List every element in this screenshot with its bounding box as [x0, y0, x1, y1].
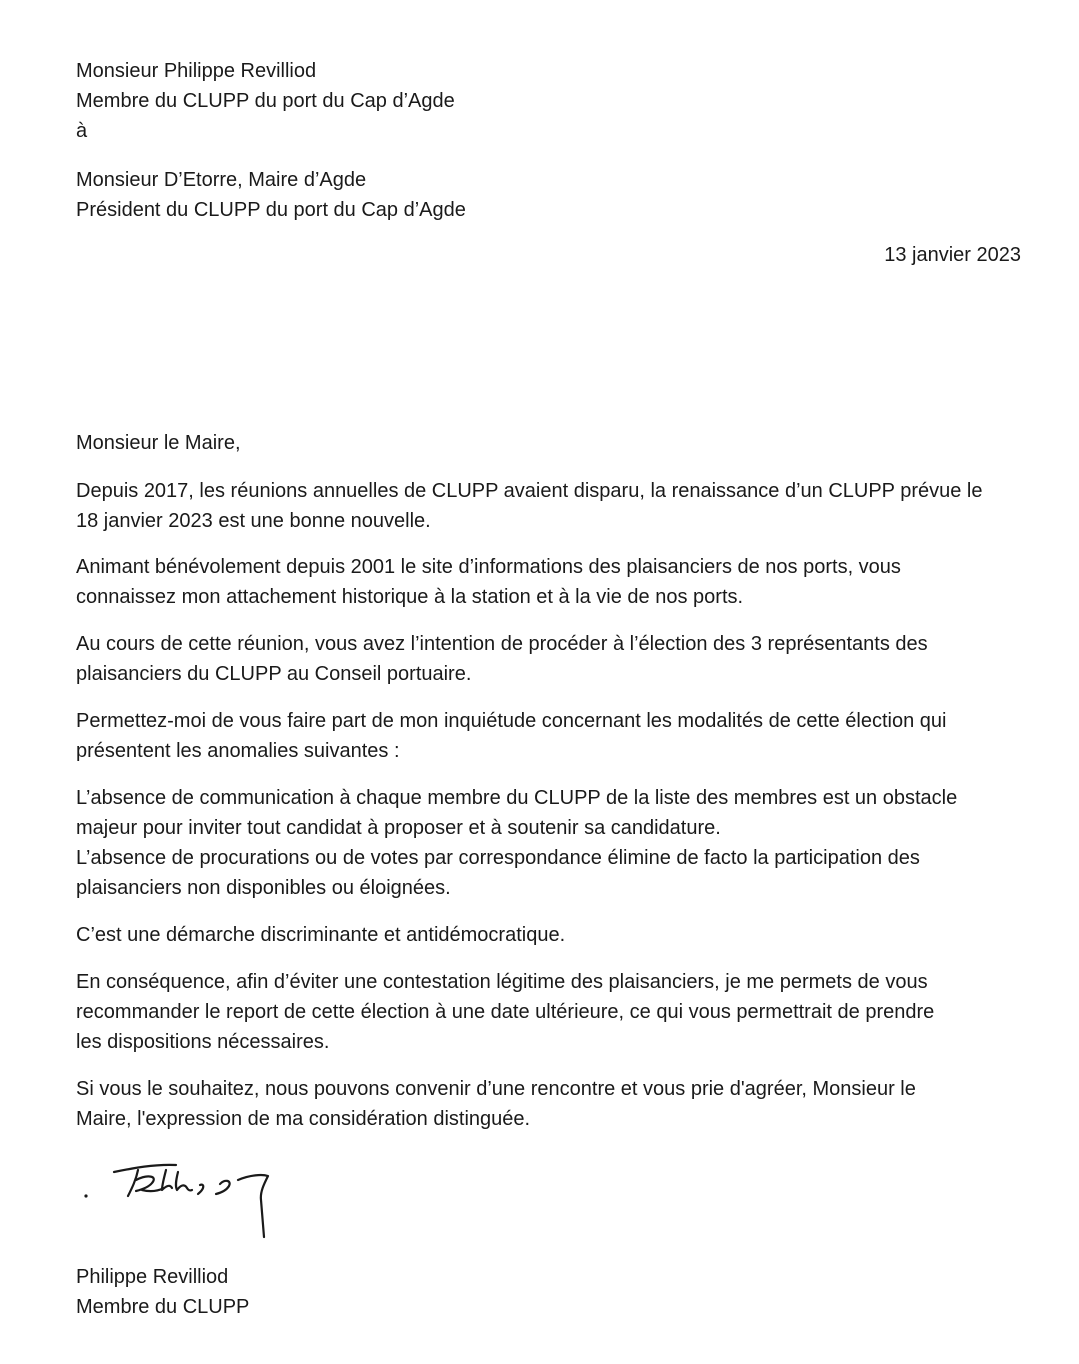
salutation: Monsieur le Maire,: [76, 432, 241, 454]
recipient-role: Président du CLUPP du port du Cap d’Agde: [76, 199, 466, 221]
paragraph-line: L’absence de procurations ou de votes par correspondance élimine de facto la participation des: [76, 847, 920, 869]
paragraph-line: présentent les anomalies suivantes :: [76, 740, 400, 762]
paragraph-line: L’absence de communication à chaque membre du CLUPP de la liste des membres est un obstacle: [76, 787, 958, 809]
paragraph-line: En conséquence, afin d’éviter une contestation légitime des plaisanciers, je me permets de vous: [76, 971, 928, 993]
paragraph-line: C’est une démarche discriminante et antidémocratique.: [76, 924, 566, 946]
paragraph-line: recommander le report de cette élection à une date ultérieure, ce qui vous permettrait de prendre: [76, 1001, 935, 1023]
paragraph-line: plaisanciers non disponibles ou éloignées.: [76, 877, 451, 899]
sender-name: Monsieur Philippe Revilliod: [76, 60, 317, 82]
paragraph-line: plaisanciers du CLUPP au Conseil portuaire.: [76, 663, 472, 685]
letter-date: 13 janvier 2023: [884, 244, 1021, 266]
paragraph-line: Si vous le souhaitez, nous pouvons convenir d’une rencontre et vous prie d'agréer, Monsieur le: [76, 1078, 916, 1100]
signoff-block: [76, 1262, 1021, 1322]
paragraph-line: connaissez mon attachement historique à la station et à la vie de nos ports.: [76, 586, 744, 608]
sender-role: Membre du CLUPP du port du Cap d’Agde: [76, 90, 455, 112]
signoff-role: Membre du CLUPP: [76, 1296, 250, 1318]
sender-to: à: [76, 120, 88, 142]
paragraph-line: 18 janvier 2023 est une bonne nouvelle.: [76, 510, 431, 532]
paragraph: [76, 552, 1021, 612]
paragraph: [76, 706, 1021, 766]
recipient-block: [76, 165, 1021, 225]
paragraph-line: majeur pour inviter tout candidat à proposer et à soutenir sa candidature.: [76, 817, 721, 839]
paragraph: [76, 920, 1021, 950]
signoff-name: Philippe Revilliod: [76, 1266, 229, 1288]
paragraph-line: Au cours de cette réunion, vous avez l’intention de procéder à l’élection des 3 représentants des: [76, 633, 928, 655]
paragraph-line: les dispositions nécessaires.: [76, 1031, 330, 1053]
paragraph: [76, 476, 1021, 536]
paragraph-line: Permettez-moi de vous faire part de mon inquiétude concernant les modalités de cette élection qui: [76, 710, 947, 732]
handwritten-signature: [74, 1150, 284, 1245]
paragraph: [76, 1074, 1021, 1134]
recipient-name: Monsieur D’Etorre, Maire d’Agde: [76, 169, 367, 191]
paragraph: [76, 783, 1021, 903]
sender-block: [76, 56, 1021, 146]
paragraph: [76, 629, 1021, 689]
paragraph-line: Animant bénévolement depuis 2001 le site d’informations des plaisanciers de nos ports, vous: [76, 556, 901, 578]
paragraph-line: Maire, l'expression de ma considération distinguée.: [76, 1108, 531, 1130]
paragraph: [76, 967, 1021, 1057]
paragraph-line: Depuis 2017, les réunions annuelles de CLUPP avaient disparu, la renaissance d’un CLUPP prévue le: [76, 480, 983, 502]
